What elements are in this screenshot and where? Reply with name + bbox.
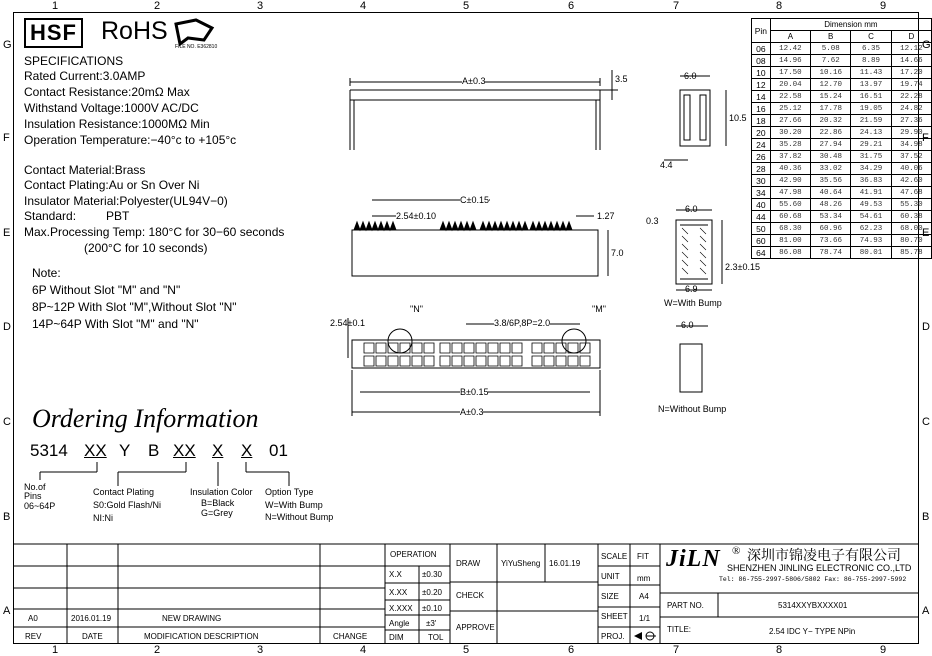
date-header: DATE [82, 632, 103, 641]
zone-col-9-top: 9 [879, 0, 887, 12]
change-header: CHANGE [333, 632, 368, 641]
zone-col-7-bottom: 7 [672, 644, 680, 656]
proj-label: PROJ. [601, 632, 625, 641]
sheet-label: SHEET [601, 612, 628, 621]
dimension-value-cell: 34.98 [891, 139, 931, 151]
zone-col-7-top: 7 [672, 0, 680, 12]
dimension-value-cell: 55.60 [770, 199, 810, 211]
part-no-label: PART NO. [667, 601, 704, 610]
dimension-value-cell: 14.96 [770, 55, 810, 67]
dimension-row [752, 115, 932, 127]
dimension-value-cell: 13.97 [851, 79, 891, 91]
check-label: CHECK [456, 591, 485, 600]
dimension-value-cell: 24.82 [891, 103, 931, 115]
desc-header: MODIFICATION DESCRIPTION [144, 632, 259, 641]
tol-xxxx-val: ±0.10 [422, 604, 442, 613]
dim-depth-side: 4.4 [660, 160, 673, 170]
dimension-value-cell: 12.70 [811, 79, 851, 91]
dimension-value-cell: 40.36 [770, 163, 810, 175]
pin-count-cell: 24 [752, 139, 771, 151]
dim-header: DIM [389, 633, 404, 642]
dim-pitch: 2.54±0.10 [396, 211, 436, 221]
dimension-value-cell: 60.38 [891, 211, 931, 223]
dimension-value-cell: 25.12 [770, 103, 810, 115]
zone-col-8-top: 8 [775, 0, 783, 12]
pin-count-cell: 06 [752, 43, 771, 55]
dimension-value-cell: 73.66 [811, 235, 851, 247]
unit-label: UNIT [601, 572, 620, 581]
dimension-row [752, 43, 932, 55]
pin-count-cell: 50 [752, 223, 771, 235]
dimension-value-cell: 31.75 [851, 151, 891, 163]
material-line: Max.Processing Temp: 180°C for 30−60 seconds [24, 225, 285, 239]
dimension-value-cell: 54.61 [851, 211, 891, 223]
legend-plating: NI:Ni [93, 513, 113, 523]
dimension-value-cell: 81.00 [770, 235, 810, 247]
col-header: B [811, 31, 851, 43]
dimension-value-cell: 49.53 [851, 199, 891, 211]
dimension-value-cell: 85.78 [891, 247, 931, 259]
unit-value: mm [637, 574, 651, 583]
registered-mark-icon: ® [732, 545, 741, 557]
dimension-value-cell: 35.28 [770, 139, 810, 151]
zone-row-g-right: G [922, 39, 931, 51]
dim-height-front: 7.0 [611, 248, 624, 258]
spec-line: Rated Current:3.0AMP [24, 69, 146, 83]
part-no-value: 5314XXYBXXXX01 [778, 601, 848, 610]
drawer-name: YiYuSheng [501, 559, 541, 568]
company-logo: JiLN [666, 546, 721, 572]
note-line: 6P Without Slot "M" and "N" [32, 283, 181, 297]
order-code-part: Y [119, 441, 131, 460]
dimension-value-cell: 62.23 [851, 223, 891, 235]
dimension-table [751, 18, 932, 259]
scale-label: SCALE [601, 552, 628, 561]
dimension-value-cell: 29.90 [891, 127, 931, 139]
zone-row-a-left: A [3, 605, 11, 617]
dimension-value-cell: 47.68 [891, 187, 931, 199]
operation-label: OPERATION [390, 550, 437, 559]
pin-count-cell: 44 [752, 211, 771, 223]
dimension-value-cell: 12.42 [770, 43, 810, 55]
dimension-header: Dimension mm [770, 19, 931, 31]
approve-label: APPROVE [456, 623, 495, 632]
draw-label: DRAW [456, 559, 481, 568]
dimension-value-cell: 16.51 [851, 91, 891, 103]
dimension-row [752, 151, 932, 163]
legend-plating: Contact Plating [93, 487, 155, 497]
slot-m-label: "M" [592, 304, 606, 314]
dimension-value-cell: 80.70 [891, 235, 931, 247]
material-line: (200°C for 10 seconds) [24, 241, 208, 255]
legend-plating: S0:Gold Flash/Ni [93, 500, 162, 510]
material-line: Contact Plating:Au or Sn Over Ni [24, 178, 200, 192]
dimension-value-cell: 36.83 [851, 175, 891, 187]
without-bump-label: N=Without Bump [658, 404, 727, 414]
dim-bump-gap: 0.3 [646, 216, 659, 226]
dimension-value-cell: 68.30 [770, 223, 810, 235]
company-name-cn: 深圳市锦凌电子有限公司 [747, 548, 901, 564]
col-header: C [851, 31, 891, 43]
dim-height-top: 3.5 [615, 74, 628, 84]
zone-row-f-right: F [922, 132, 929, 144]
legend-pins: No.of [24, 482, 46, 492]
zone-row-c-right: C [922, 416, 930, 428]
dimension-value-cell: 24.13 [851, 127, 891, 139]
dim-b: B±0.15 [460, 387, 489, 397]
dim-row-pitch: 2.54±0.1 [330, 318, 365, 328]
dimension-value-cell: 42.60 [891, 175, 931, 187]
dim-end-offset: 1.27 [597, 211, 615, 221]
pin-count-cell: 40 [752, 199, 771, 211]
dimension-value-cell: 42.90 [770, 175, 810, 187]
dimension-value-cell: 20.04 [770, 79, 810, 91]
order-code-part: B [148, 441, 160, 460]
dimension-row [752, 187, 932, 199]
dimension-value-cell: 15.24 [811, 91, 851, 103]
dimension-value-cell: 22.86 [811, 127, 851, 139]
pin-count-cell: 14 [752, 91, 771, 103]
dimension-value-cell: 40.64 [811, 187, 851, 199]
zone-row-e-right: E [922, 227, 930, 239]
rohs-label: RoHS [101, 17, 168, 45]
dim-bump-height: 2.3±0.15 [725, 262, 760, 272]
zone-col-6-top: 6 [567, 0, 575, 12]
legend-color: Insulation Color [190, 487, 253, 497]
dimension-row [752, 175, 932, 187]
zone-row-b-left: B [3, 511, 11, 523]
pin-count-cell: 28 [752, 163, 771, 175]
tol-xx: X.X [389, 570, 402, 579]
dim-bump-depth: 6.9 [685, 284, 698, 294]
dimension-value-cell: 12.12 [891, 43, 931, 55]
dimension-row [752, 235, 932, 247]
tol-xxx-val: ±0.20 [422, 588, 442, 597]
dimension-value-cell: 60.68 [770, 211, 810, 223]
dimension-value-cell: 22.28 [891, 91, 931, 103]
order-code-option: X [241, 441, 253, 460]
zone-row-g-left: G [3, 39, 12, 51]
pin-count-cell: 30 [752, 175, 771, 187]
dimension-value-cell: 19.05 [851, 103, 891, 115]
dimension-value-cell: 17.20 [891, 67, 931, 79]
zone-col-1-bottom: 1 [51, 644, 59, 656]
tol-angle: Angle [389, 619, 410, 628]
tol-xx-val: ±0.30 [422, 570, 442, 579]
dimension-row [752, 211, 932, 223]
slot-n-label: "N" [410, 304, 423, 314]
pin-count-cell: 16 [752, 103, 771, 115]
dimension-row [752, 91, 932, 103]
legend-option: Option Type [265, 487, 314, 497]
col-header: D [891, 31, 931, 43]
dimension-value-cell: 27.66 [770, 115, 810, 127]
dimension-value-cell: 47.98 [770, 187, 810, 199]
company-name-en: SHENZHEN JINLING ELECTRONIC CO.,LTD [727, 563, 912, 573]
dimension-value-cell: 78.74 [811, 247, 851, 259]
tol-angle-val: ±3' [426, 619, 437, 628]
dimension-value-cell: 40.06 [891, 163, 931, 175]
dimension-value-cell: 27.36 [891, 115, 931, 127]
note-line: 8P~12P With Slot "M",Without Slot "N" [32, 300, 237, 314]
dimension-value-cell: 68.00 [891, 223, 931, 235]
specifications-title: SPECIFICATIONS [24, 54, 124, 68]
draw-date: 16.01.19 [549, 559, 581, 568]
dimension-value-cell: 6.35 [851, 43, 891, 55]
date-a0: 2016.01.19 [71, 614, 112, 623]
legend-pins: 06~64P [24, 501, 56, 511]
dimension-value-cell: 30.20 [770, 127, 810, 139]
dimension-value-cell: 5.08 [811, 43, 851, 55]
ul-file-number: FILE NO. E362810 [175, 44, 218, 50]
material-line: Insulator Material:Polyester(UL94V−0) [24, 194, 228, 208]
pin-count-cell: 26 [752, 151, 771, 163]
dimension-value-cell: 17.50 [770, 67, 810, 79]
zone-row-c-left: C [3, 416, 11, 428]
size-value: A4 [639, 592, 649, 601]
dimension-row [752, 247, 932, 259]
dim-height-side: 10.5 [729, 113, 747, 123]
dimension-value-cell: 17.78 [811, 103, 851, 115]
spec-line: Withstand Voltage:1000V AC/DC [24, 101, 199, 115]
material-line: Contact Material:Brass [24, 163, 146, 177]
note-title: Note: [32, 266, 61, 280]
order-code-part: 5314 [30, 441, 68, 460]
zone-col-5-bottom: 5 [462, 644, 470, 656]
dimension-value-cell: 37.82 [770, 151, 810, 163]
dimension-value-cell: 80.01 [851, 247, 891, 259]
dimension-value-cell: 74.93 [851, 235, 891, 247]
spec-line: Operation Temperature:−40°c to +105°c [24, 133, 237, 147]
pin-count-cell: 08 [752, 55, 771, 67]
tol-header: TOL [428, 633, 444, 642]
legend-pins: Pins [24, 491, 42, 501]
pin-count-cell: 18 [752, 115, 771, 127]
order-code-color: X [212, 441, 224, 460]
dim-width-bump: 6.0 [685, 204, 698, 214]
slot-width-label: 3.8/6P,8P=2.0 [494, 318, 551, 328]
company-contact: Tel: 86-755-2997-5806/5802 Fax: 86-755-2997-5992 [719, 576, 907, 583]
zone-col-3-bottom: 3 [256, 644, 264, 656]
tol-xxx: X.XX [389, 588, 408, 597]
zone-col-3-top: 3 [256, 0, 264, 12]
dimension-value-cell: 20.32 [811, 115, 851, 127]
dimension-row [752, 55, 932, 67]
pin-count-cell: 12 [752, 79, 771, 91]
zone-col-9-bottom: 9 [879, 644, 887, 656]
scale-value: FIT [637, 552, 649, 561]
spec-line: Contact Resistance:20mΩ Max [24, 85, 190, 99]
order-code-part: 01 [269, 441, 288, 460]
legend-color: G=Grey [201, 508, 233, 518]
note-line: 14P~64P With Slot "M" and "N" [32, 317, 199, 331]
zone-col-2-bottom: 2 [153, 644, 161, 656]
dim-width-side: 6.0 [684, 71, 697, 81]
order-code-plating: XX [173, 441, 196, 460]
dimension-value-cell: 37.52 [891, 151, 931, 163]
dimension-value-cell: 19.74 [891, 79, 931, 91]
dimension-row [752, 163, 932, 175]
zone-col-2-top: 2 [153, 0, 161, 12]
hsf-logo: HSF [24, 18, 83, 48]
dim-a-top: A±0.3 [462, 76, 486, 86]
dimension-value-cell: 8.89 [851, 55, 891, 67]
material-line: Standard: PBT [24, 209, 130, 223]
rev-header: REV [25, 632, 42, 641]
dimension-value-cell: 55.30 [891, 199, 931, 211]
pin-count-cell: 10 [752, 67, 771, 79]
dimension-value-cell: 27.94 [811, 139, 851, 151]
zone-col-8-bottom: 8 [775, 644, 783, 656]
tol-xxxx: X.XXX [389, 604, 413, 613]
dimension-value-cell: 34.29 [851, 163, 891, 175]
dimension-row [752, 139, 932, 151]
pin-header: Pin [752, 19, 771, 43]
dimension-value-cell: 14.66 [891, 55, 931, 67]
ordering-title: Ordering Information [32, 404, 259, 433]
rev-a0: A0 [28, 614, 38, 623]
title-label: TITLE: [667, 625, 692, 634]
zone-col-5-top: 5 [462, 0, 470, 12]
col-header: A [770, 31, 810, 43]
dimension-value-cell: 29.21 [851, 139, 891, 151]
dimension-value-cell: 86.08 [770, 247, 810, 259]
pin-count-cell: 34 [752, 187, 771, 199]
dimension-row [752, 223, 932, 235]
pin-count-cell: 64 [752, 247, 771, 259]
zone-col-6-bottom: 6 [567, 644, 575, 656]
zone-row-d-right: D [922, 321, 930, 333]
legend-option: N=Without Bump [265, 512, 334, 522]
zone-row-f-left: F [3, 132, 10, 144]
zone-row-a-right: A [922, 605, 930, 617]
desc-a0: NEW DRAWING [162, 614, 222, 623]
dimension-value-cell: 41.91 [851, 187, 891, 199]
sheet-value: 1/1 [639, 614, 651, 623]
legend-option: W=With Bump [265, 500, 323, 510]
zone-col-4-top: 4 [359, 0, 367, 12]
pin-count-cell: 20 [752, 127, 771, 139]
title-value: 2.54 IDC Y− TYPE NPin [769, 627, 856, 636]
dim-c: C±0.15 [460, 195, 489, 205]
pin-count-cell: 60 [752, 235, 771, 247]
dimension-value-cell: 7.62 [811, 55, 851, 67]
zone-row-b-right: B [922, 511, 930, 523]
dim-width-nobump: 6.0 [681, 320, 694, 330]
dimension-value-cell: 33.02 [811, 163, 851, 175]
dimension-value-cell: 30.48 [811, 151, 851, 163]
dimension-row [752, 103, 932, 115]
legend-color: B=Black [201, 498, 235, 508]
dimension-row [752, 199, 932, 211]
dimension-row [752, 67, 932, 79]
dimension-row [752, 79, 932, 91]
dimension-value-cell: 60.96 [811, 223, 851, 235]
order-code-pins: XX [84, 441, 107, 460]
zone-col-1-top: 1 [51, 0, 59, 12]
zone-row-e-left: E [3, 227, 11, 239]
dimension-value-cell: 35.56 [811, 175, 851, 187]
dimension-value-cell: 21.59 [851, 115, 891, 127]
dimension-value-cell: 53.34 [811, 211, 851, 223]
zone-row-d-left: D [3, 321, 11, 333]
dimension-value-cell: 10.16 [811, 67, 851, 79]
size-label: SIZE [601, 592, 619, 601]
dimension-value-cell: 11.43 [851, 67, 891, 79]
dim-a-bottom: A±0.3 [460, 407, 484, 417]
with-bump-label: W=With Bump [664, 298, 722, 308]
dimension-value-cell: 22.58 [770, 91, 810, 103]
zone-col-4-bottom: 4 [359, 644, 367, 656]
dimension-value-cell: 48.26 [811, 199, 851, 211]
dimension-row [752, 127, 932, 139]
spec-line: Insulation Resistance:1000MΩ Min [24, 117, 210, 131]
